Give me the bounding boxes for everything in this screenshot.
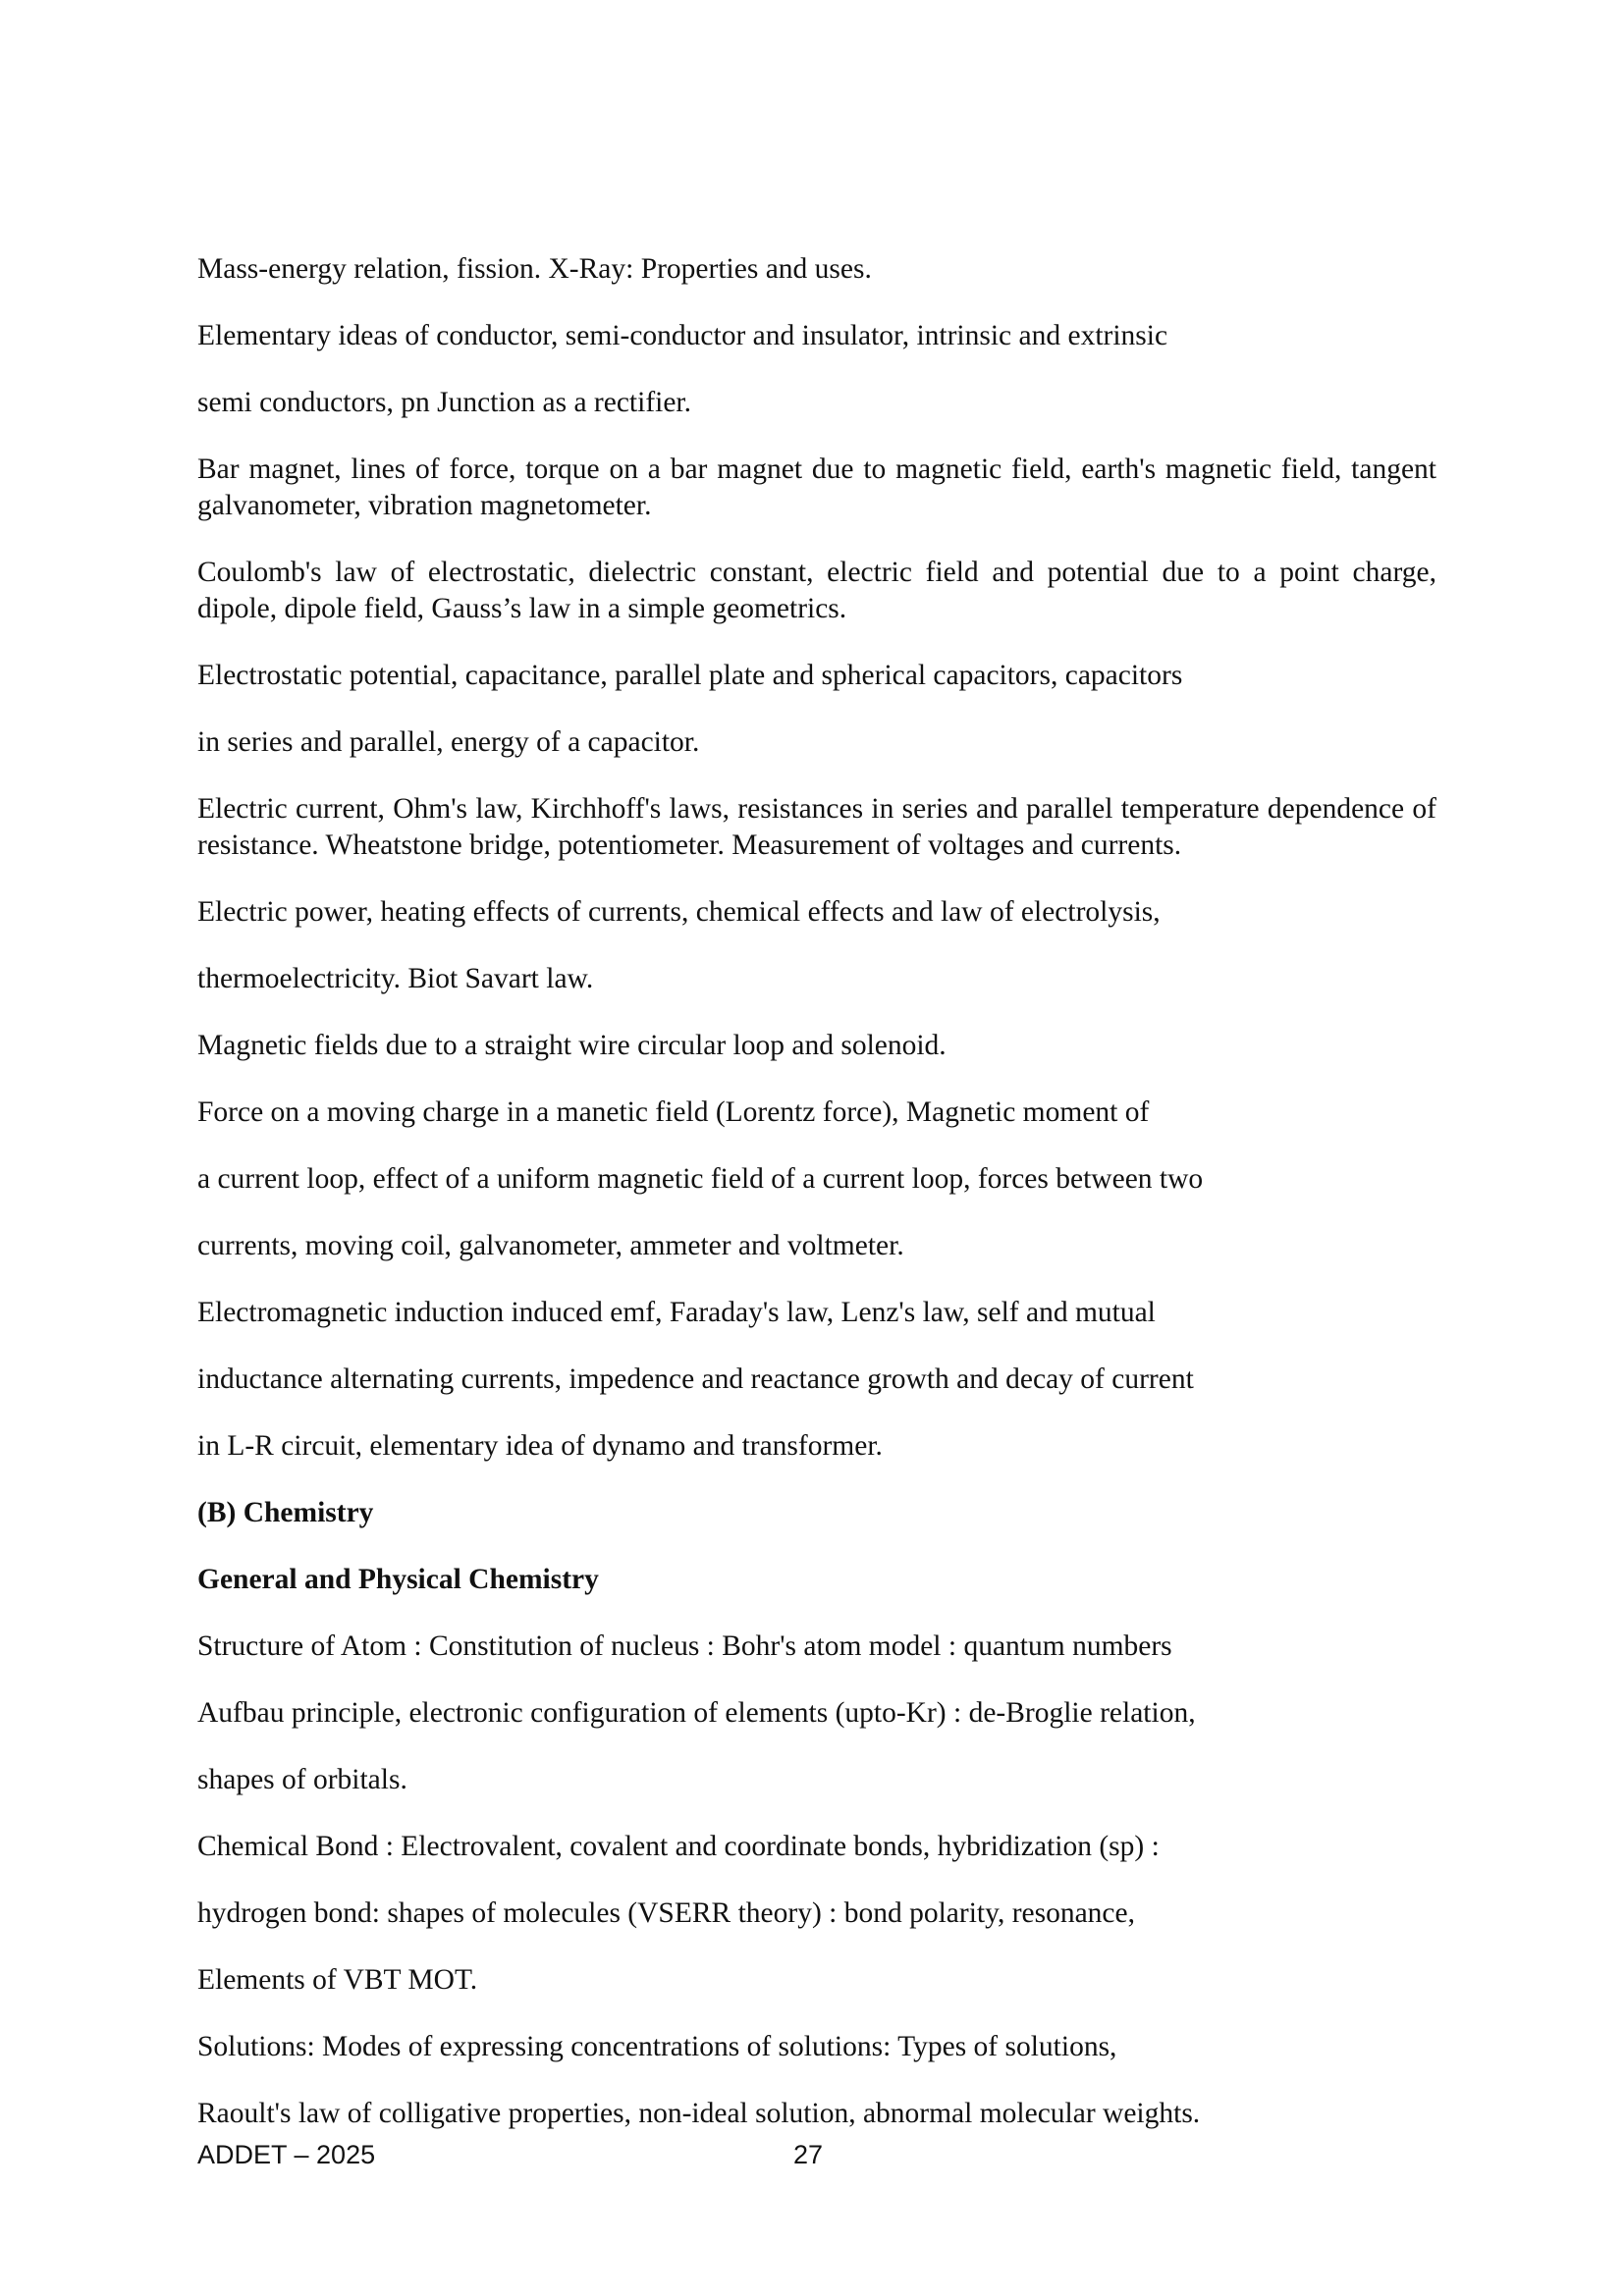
paragraph-raoults-law: Raoult's law of colligative properties, non-ideal solution, abnormal molecular weights.	[197, 2098, 1201, 2129]
paragraph-lorentz-force: Force on a moving charge in a manetic field (Lorentz force), Magnetic moment of	[197, 1096, 1150, 1128]
paragraph-inductance: inductance alternating currents, impedence and reactance growth and decay of current	[197, 1363, 1194, 1395]
paragraph-mass-energy: Mass-energy relation, fission. X-Ray: Properties and uses.	[197, 253, 872, 285]
paragraph-electric-current: Electric current, Ohm's law, Kirchhoff's laws, resistances in series and parallel temperature dependence of resistance. Wheatstone bridge, potentiometer. Measurement of voltages and currents.	[197, 793, 1436, 861]
footer-page-number: 27	[793, 2140, 824, 2169]
footer-document-label: ADDET – 2025	[197, 2140, 376, 2169]
paragraph-current-loop: a current loop, effect of a uniform magnetic field of a current loop, forces between two	[197, 1163, 1204, 1195]
paragraph-hydrogen-bond: hydrogen bond: shapes of molecules (VSERR theory) : bond polarity, resonance,	[197, 1897, 1135, 1929]
paragraph-bar-magnet: Bar magnet, lines of force, torque on a bar magnet due to magnetic field, earth's magnetic field, tangent galvanometer, vibration magnetometer.	[197, 454, 1436, 521]
paragraph-vbt-mot: Elements of VBT MOT.	[197, 1964, 478, 1996]
paragraph-moving-coil: currents, moving coil, galvanometer, ammeter and voltmeter.	[197, 1230, 904, 1261]
paragraph-orbitals: shapes of orbitals.	[197, 1764, 407, 1795]
section-heading-chemistry: (B) Chemistry	[197, 1497, 374, 1528]
paragraph-electric-power: Electric power, heating effects of currents, chemical effects and law of electrolysis,	[197, 896, 1161, 928]
paragraph-pn-junction: semi conductors, pn Junction as a rectifier.	[197, 387, 691, 418]
paragraph-chemical-bond: Chemical Bond : Electrovalent, covalent and coordinate bonds, hybridization (sp) :	[197, 1831, 1160, 1862]
paragraph-em-induction: Electromagnetic induction induced emf, Faraday's law, Lenz's law, self and mutual	[197, 1297, 1156, 1328]
paragraph-lr-circuit: in L-R circuit, elementary idea of dynamo and transformer.	[197, 1430, 883, 1462]
paragraph-semiconductor-intro: Elementary ideas of conductor, semi-conductor and insulator, intrinsic and extrinsic	[197, 320, 1168, 351]
paragraph-capacitor-energy: in series and parallel, energy of a capacitor.	[197, 726, 700, 758]
paragraph-structure-of-atom: Structure of Atom : Constitution of nucleus : Bohr's atom model : quantum numbers	[197, 1630, 1172, 1662]
paragraph-aufbau: Aufbau principle, electronic configuration of elements (upto-Kr) : de-Broglie relation,	[197, 1697, 1196, 1729]
page-body	[197, 251, 1436, 2163]
subsection-heading-physical-chemistry: General and Physical Chemistry	[197, 1564, 599, 1595]
paragraph-solutions: Solutions: Modes of expressing concentrations of solutions: Types of solutions,	[197, 2031, 1117, 2062]
paragraph-thermoelectricity: thermoelectricity. Biot Savart law.	[197, 963, 594, 994]
paragraph-electrostatic-potential: Electrostatic potential, capacitance, parallel plate and spherical capacitors, capacitors	[197, 660, 1183, 691]
paragraph-magnetic-fields: Magnetic fields due to a straight wire circular loop and solenoid.	[197, 1030, 947, 1061]
paragraph-coulombs-law: Coulomb's law of electrostatic, dielectric constant, electric field and potential due to a point charge, dipole, dipole field, Gauss’s law in a simple geometrics.	[197, 557, 1436, 624]
